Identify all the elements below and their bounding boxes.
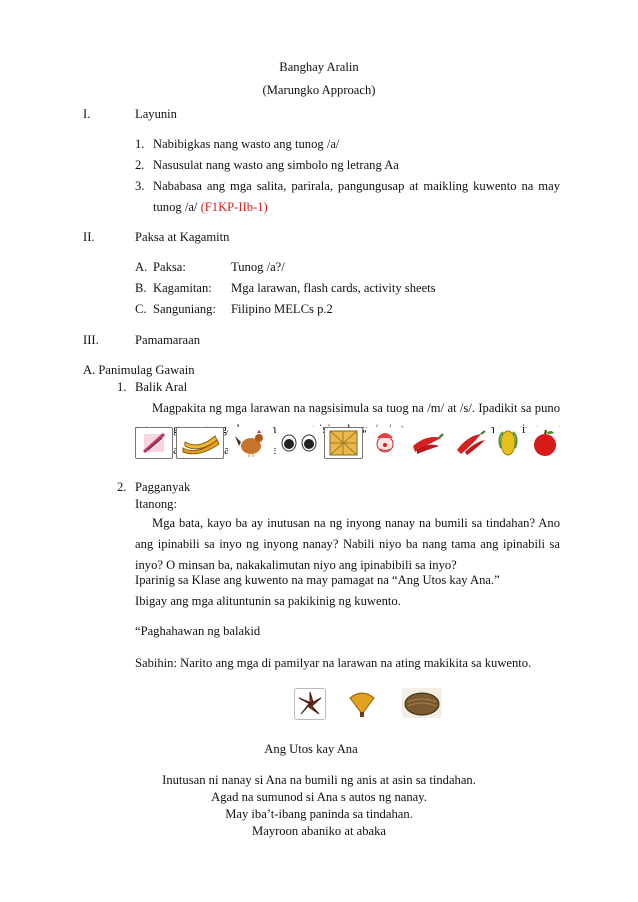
motivation-title: Pagganyak xyxy=(135,480,191,494)
story-instruction-1: Iparinig sa Klase ang kuwento na may pamagat na “Ang Utos kay Ana.” xyxy=(135,573,500,587)
melc-code: (F1KP-IIb-1) xyxy=(200,200,268,214)
story-line-1: Inutusan ni nanay si Ana na bumili ng anis at asin sa tindahan. xyxy=(162,773,476,787)
motivation-question: Mga bata, kayo ba ay inutusan na ng inyong nanay na bumili sa tindahan? Ano ang ipinabili sa inyo ng inyong nanay? Nabili niyo ba nang tama ang ipinabili sa inyo? O minsan ba, nakakalimutan niyo ang ipinabibili sa inyo? xyxy=(135,516,560,572)
section-1-number: I. xyxy=(83,107,91,121)
story-line-4: Mayroon abaniko at abaka xyxy=(252,824,386,838)
section-2-title: Paksa at Kagamitn xyxy=(135,230,230,244)
materials-label: Kagamitan: xyxy=(153,281,212,295)
reference-value: Filipino MELCs p.2 xyxy=(231,302,333,316)
bananas-icon xyxy=(176,427,224,459)
page-title: Banghay Aralin xyxy=(279,60,359,74)
story-title: Ang Utos kay Ana xyxy=(264,742,358,756)
review-text: Magpakita ng mga larawan na nagsisimula sa tuog na /m/ at /s/. Ipadikit sa puno xyxy=(152,401,560,415)
fan-icon xyxy=(346,688,378,718)
objective-1-number: 1. xyxy=(135,137,145,151)
rooster-icon xyxy=(228,427,274,459)
story-line-3: May iba’t-ibang paninda sa tindahan. xyxy=(225,807,413,821)
clown-icon xyxy=(366,427,404,459)
subject-letter: A. xyxy=(135,260,148,274)
reference-letter: C. xyxy=(135,302,147,316)
objective-3-number: 3. xyxy=(135,179,145,193)
section-3-title: Pamamaraan xyxy=(135,333,201,347)
brush-icon xyxy=(135,427,173,459)
eyes-icon xyxy=(276,427,322,459)
review-number: 1. xyxy=(117,380,127,394)
apple-icon xyxy=(526,427,564,459)
subject-value: Tunog /a?/ xyxy=(231,260,285,274)
say-instruction: Sabihin: Narito ang mga di pamilyar na larawan na ating makikita sa kuwento. xyxy=(135,656,532,670)
objective-3 xyxy=(153,176,560,218)
objective-2-text: Nasusulat nang wasto ang simbolo ng letrang Aa xyxy=(153,158,399,172)
materials-value: Mga larawan, flash cards, activity sheets xyxy=(231,281,436,295)
objective-1-text: Nabibigkas nang wasto ang tunog /a/ xyxy=(153,137,340,151)
section-3-number: III. xyxy=(83,333,99,347)
corn-icon xyxy=(494,427,522,459)
motivation-number: 2. xyxy=(117,480,127,494)
unlocking-difficulties: “Paghahawan ng balakid xyxy=(135,624,261,638)
materials-letter: B. xyxy=(135,281,147,295)
section-2-number: II. xyxy=(83,230,95,244)
story-line-2: Agad na sumunod si Ana s autos ng nanay. xyxy=(211,790,427,804)
abaca-icon xyxy=(402,688,442,718)
review-title: Balik Aral xyxy=(135,380,188,394)
reference-label: Sanguniang: xyxy=(153,302,216,316)
objective-2-number: 2. xyxy=(135,158,145,172)
objective-3-text: Nababasa ang mga salita, parirala, pangungusap at maikling kuwento na may tunog /a/ xyxy=(153,179,560,214)
page-subtitle: (Marungko Approach) xyxy=(262,83,376,97)
fan-icon xyxy=(324,427,363,459)
chili-icon xyxy=(406,427,448,459)
subject-label: Paksa: xyxy=(153,260,186,274)
star-anise-icon xyxy=(294,688,326,720)
chili-icon xyxy=(450,427,492,459)
section-1-title: Layunin xyxy=(135,107,177,121)
story-instruction-2: Ibigay ang mga alituntunin sa pakikinig ng kuwento. xyxy=(135,594,401,608)
ask-label: Itanong: xyxy=(135,497,177,511)
activity-heading: A. Panimulag Gawain xyxy=(83,363,195,377)
